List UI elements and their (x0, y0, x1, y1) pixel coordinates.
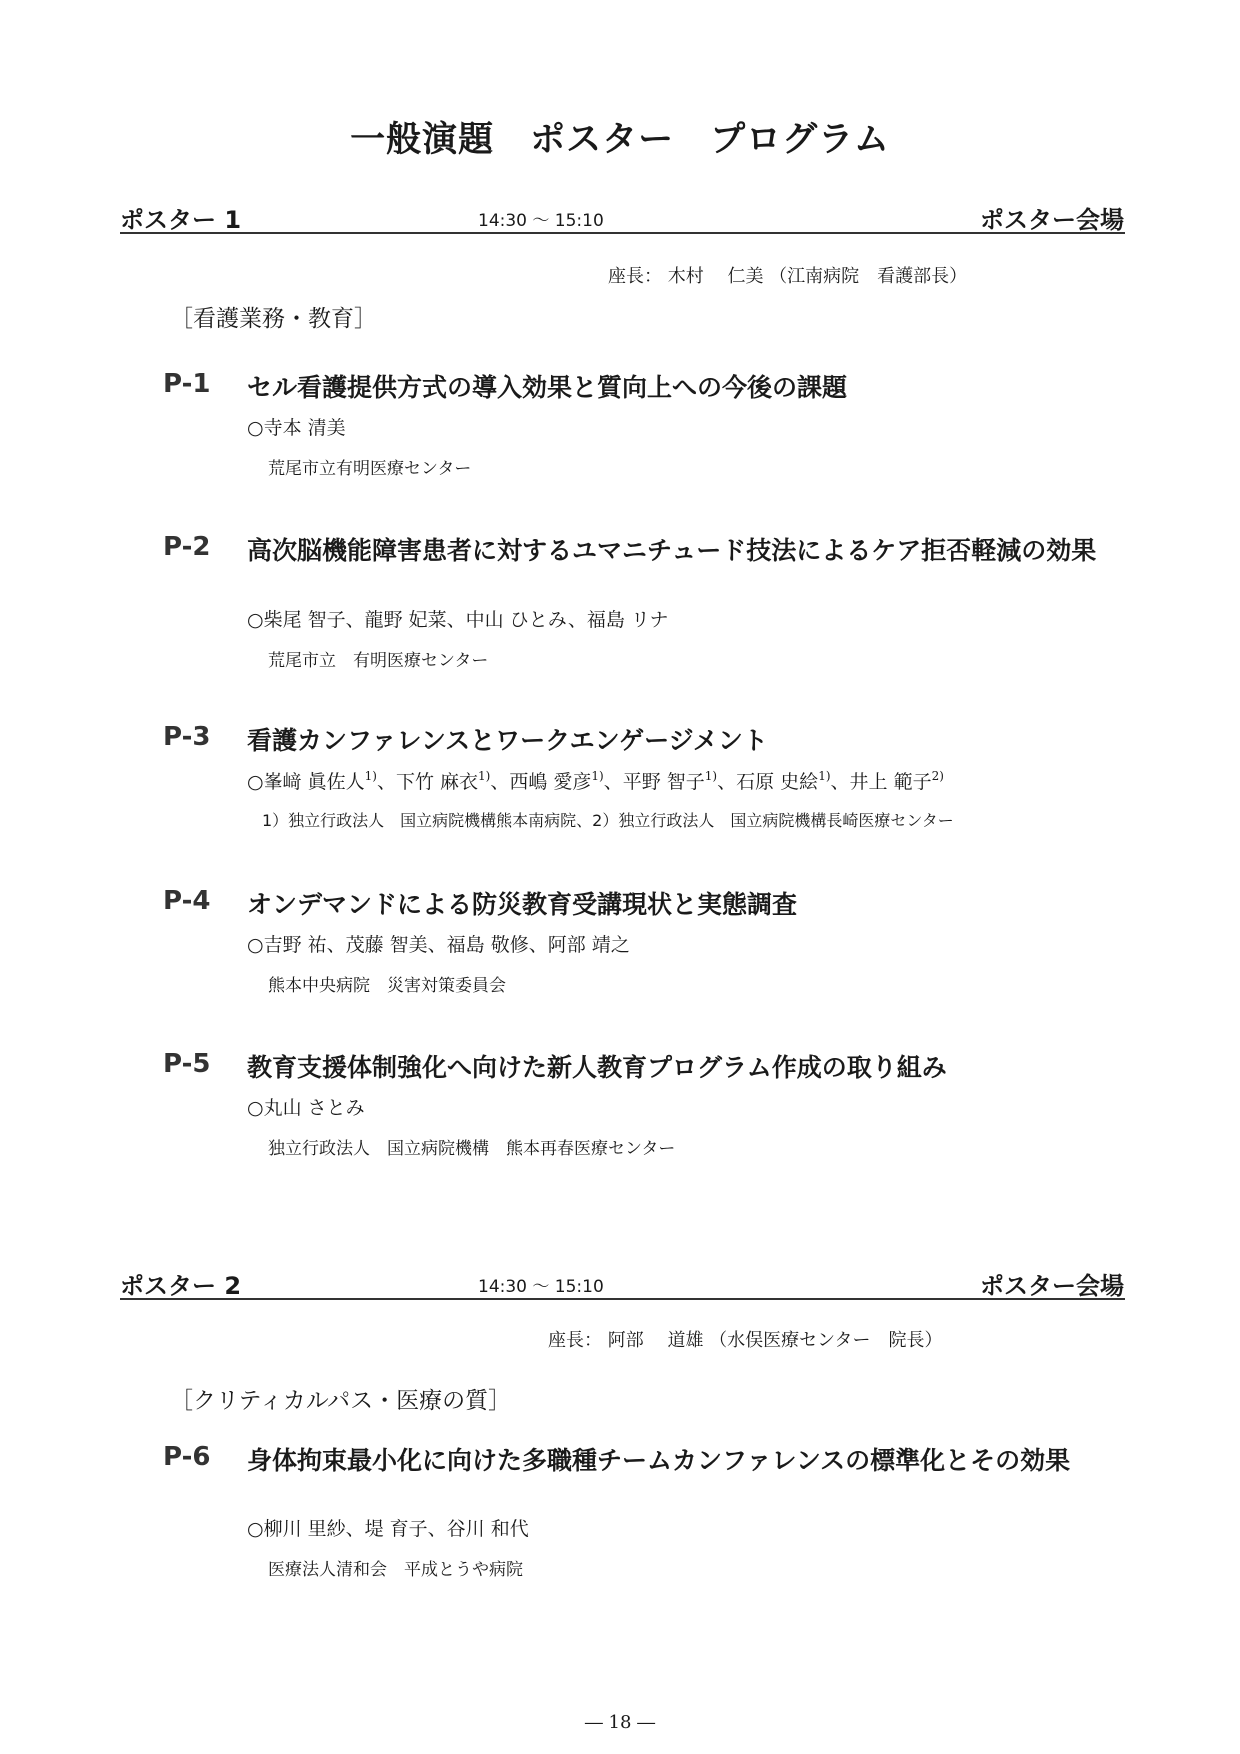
poster-authors: ○吉野 祐、茂藤 智美、福島 敬修、阿部 靖之 (247, 934, 630, 956)
poster-affiliation: 独立行政法人 国立病院機構 熊本再春医療センター (268, 1139, 676, 1159)
category-heading: ［クリティカルパス・医療の質］ (170, 1388, 512, 1414)
poster-id: P-4 (163, 886, 211, 916)
poster-title: 教育支援体制強化へ向けた新人教育プログラム作成の取り組み (247, 1053, 947, 1082)
poster-authors: ○丸山 さとみ (247, 1097, 365, 1119)
author-affiliation-mark: 1) (704, 769, 718, 783)
author-name: 平野 智子 (622, 771, 705, 793)
section-divider (120, 1298, 1125, 1300)
session-time: 14:30 ～ 15:10 (478, 1277, 604, 1297)
session-chair: 座長： 阿部 道雄 （水俣医療センター 院長） (548, 1330, 943, 1351)
author-name: 西嶋 愛彦 (509, 771, 592, 793)
session-venue: ポスター会場 (980, 206, 1124, 234)
session-venue: ポスター会場 (980, 1272, 1124, 1300)
author-affiliation-mark: 1) (364, 769, 377, 783)
session-name: ポスター 2 (120, 1272, 242, 1300)
page-title: 一般演題 ポスター プログラム (350, 120, 890, 160)
session-name: ポスター 1 (120, 206, 242, 234)
poster-affiliation: 医療法人清和会 平成とうや病院 (268, 1560, 523, 1580)
author-affiliation-mark: 1) (478, 769, 491, 783)
poster-id: P-1 (163, 369, 211, 399)
poster-title: セル看護提供方式の導入効果と質向上への今後の課題 (247, 373, 848, 402)
poster-id: P-5 (163, 1049, 211, 1079)
poster-affiliation: 1）独立行政法人 国立病院機構熊本南病院、2）独立行政法人 国立病院機構長崎医療センター (262, 811, 954, 830)
poster-title: オンデマンドによる防災教育受講現状と実態調査 (247, 890, 798, 919)
author-name: ○峯﨑 眞佐人 (247, 771, 365, 793)
author-affiliation-mark: 1) (818, 769, 831, 783)
poster-affiliation: 荒尾市立 有明医療センター (268, 651, 489, 671)
session-chair: 座長： 木村 仁美 （江南病院 看護部長） (608, 266, 968, 287)
poster-id: P-6 (163, 1442, 211, 1472)
poster-authors: ○寺本 清美 (247, 417, 346, 439)
author-name: 下竹 麻衣 (395, 771, 479, 793)
poster-authors: ○柴尾 智子、龍野 妃菜、中山 ひとみ、福島 リナ (247, 609, 669, 631)
category-heading: ［看護業務・教育］ (170, 306, 377, 332)
poster-affiliation: 熊本中央病院 災害対策委員会 (268, 976, 506, 996)
poster-authors: ○柳川 里紗、堤 育子、谷川 和代 (247, 1518, 529, 1540)
poster-title: 身体拘束最小化に向けた多職種チームカンファレンスの標準化とその効果 (247, 1446, 1071, 1475)
author-affiliation-mark: 2) (931, 769, 944, 783)
poster-authors: ○峯﨑 眞佐人$^{1)}$、下竹 麻衣$^{1)}$、西嶋 愛彦$^{1)}$、平野 智子$^{1)}$、石原 史絵$^{1)}$、井上 範子$^{2)}$ (247, 769, 944, 793)
author-name: 井上 範子 (849, 771, 932, 793)
page-number: ― 18 ― (584, 1712, 656, 1733)
poster-title: 高次脳機能障害患者に対するユマニチュード技法によるケア拒否軽減の効果 (247, 536, 1097, 565)
poster-title: 看護カンファレンスとワークエンゲージメント (247, 726, 768, 755)
author-name: 石原 史絵 (736, 771, 819, 793)
author-affiliation-mark: 1) (591, 769, 604, 783)
poster-id: P-2 (163, 532, 211, 562)
session-time: 14:30 ～ 15:10 (478, 211, 604, 231)
section-divider (120, 232, 1125, 234)
poster-affiliation: 荒尾市立有明医療センター (268, 459, 472, 479)
poster-id: P-3 (163, 722, 211, 752)
